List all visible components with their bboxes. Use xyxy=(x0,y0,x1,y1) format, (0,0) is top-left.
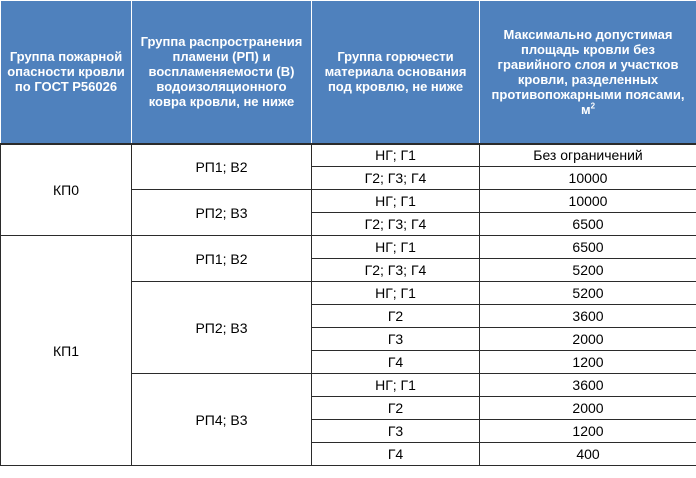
max-area-cell: 10000 xyxy=(480,190,696,213)
header-max-area-unit-sup: 2 xyxy=(590,101,596,111)
material-cell: Г2 xyxy=(312,305,480,328)
table-header xyxy=(1,1,696,144)
header-combustibility-group: Группа горючести материала основания под кровлю, не ниже xyxy=(312,1,480,144)
header-flame-spread-group: Группа распространения пламени (РП) и воспламеняемости (В) водоизоляционного ковра кровли, не ниже xyxy=(132,1,312,144)
max-area-cell: 2000 xyxy=(480,397,696,420)
max-area-cell: 400 xyxy=(480,443,696,466)
max-area-cell: Без ограничений xyxy=(480,144,696,167)
material-cell: НГ; Г1 xyxy=(312,236,480,259)
hazard-group-cell: КП1 xyxy=(1,236,132,466)
max-area-cell: 5200 xyxy=(480,259,696,282)
max-area-cell: 1200 xyxy=(480,420,696,443)
material-cell: Г2; Г3; Г4 xyxy=(312,213,480,236)
material-cell: НГ; Г1 xyxy=(312,144,480,167)
material-cell: Г4 xyxy=(312,443,480,466)
header-hazard-group: Группа пожарной опасности кровли по ГОСТ Р56026 xyxy=(1,1,132,144)
max-area-cell: 10000 xyxy=(480,167,696,190)
material-cell: Г2 xyxy=(312,397,480,420)
material-cell: НГ; Г1 xyxy=(312,190,480,213)
header-row xyxy=(1,1,696,144)
material-cell: Г2; Г3; Г4 xyxy=(312,167,480,190)
max-area-cell: 6500 xyxy=(480,236,696,259)
header-max-area-label: Максимально допустимая площадь кровли без гравийного слоя и участков кровли, разделенных противопожарными поясами, м xyxy=(491,26,685,117)
flame-spread-cell: РП1; В2 xyxy=(132,236,312,282)
flame-spread-cell: РП4; В3 xyxy=(132,374,312,466)
flame-spread-cell: РП2; В3 xyxy=(132,282,312,374)
material-cell: НГ; Г1 xyxy=(312,374,480,397)
hazard-group-cell: КП0 xyxy=(1,144,132,236)
max-area-cell: 1200 xyxy=(480,351,696,374)
material-cell: Г4 xyxy=(312,351,480,374)
max-area-cell: 3600 xyxy=(480,305,696,328)
flame-spread-cell: РП1; В2 xyxy=(132,144,312,190)
material-cell: Г3 xyxy=(312,420,480,443)
table-row xyxy=(1,236,696,259)
max-area-cell: 6500 xyxy=(480,213,696,236)
table-row xyxy=(1,144,696,167)
max-area-cell: 2000 xyxy=(480,328,696,351)
flame-spread-cell: РП2; В3 xyxy=(132,190,312,236)
material-cell: Г3 xyxy=(312,328,480,351)
material-cell: Г2; Г3; Г4 xyxy=(312,259,480,282)
max-area-cell: 5200 xyxy=(480,282,696,305)
table-body xyxy=(1,144,696,466)
material-cell: НГ; Г1 xyxy=(312,282,480,305)
max-area-cell: 3600 xyxy=(480,374,696,397)
header-max-area xyxy=(480,1,696,144)
